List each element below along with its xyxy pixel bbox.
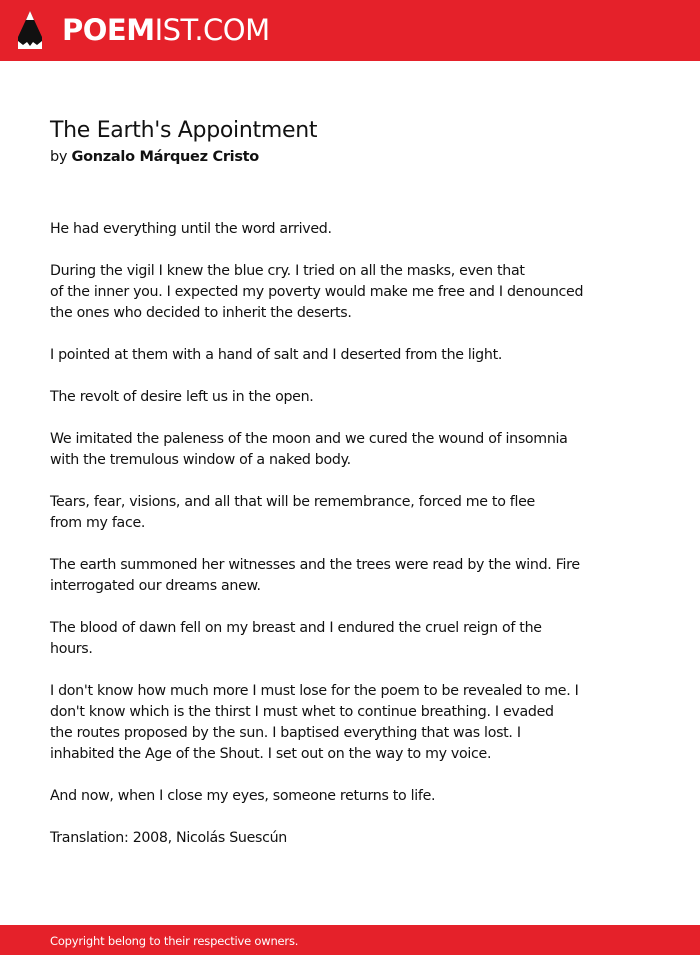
poem-line: Translation: 2008, Nicolás Suescún	[50, 830, 287, 846]
poem-line: the routes proposed by the sun. I baptised everything that was lost. I	[50, 725, 521, 741]
poem-line: During the vigil I knew the blue cry. I tried on all the masks, even that	[50, 263, 525, 279]
stanza	[50, 828, 590, 849]
byline	[50, 146, 317, 168]
logo-light-text: IST.COM	[154, 13, 270, 47]
stanza	[50, 681, 590, 765]
poem-line: The revolt of desire left us in the open.	[50, 389, 314, 405]
site-logo[interactable]	[62, 12, 270, 48]
poem-line: I pointed at them with a hand of salt and I deserted from the light.	[50, 347, 503, 363]
poem-line: I don't know how much more I must lose for the poem to be revealed to me. I	[50, 683, 579, 699]
author-name: Gonzalo Márquez Cristo	[71, 149, 259, 165]
logo-strong-text: POEM	[62, 13, 155, 47]
poem-line: He had everything until the word arrived.	[50, 221, 332, 237]
stanza	[50, 429, 590, 471]
poem-heading	[50, 117, 317, 168]
stanza	[50, 261, 590, 324]
copyright-text: Copyright belong to their respective owners.	[50, 934, 299, 948]
poem-line: Tears, fear, visions, and all that will be remembrance, forced me to flee	[50, 494, 535, 510]
stanza	[50, 618, 590, 660]
poem-line: And now, when I close my eyes, someone returns to life.	[50, 788, 436, 804]
poem-line: We imitated the paleness of the moon and we cured the wound of insomnia	[50, 431, 568, 447]
poem-line: The blood of dawn fell on my breast and I endured the cruel reign of the	[50, 620, 542, 636]
stanza	[50, 786, 590, 807]
pencil-logo-icon	[16, 9, 44, 51]
stanza	[50, 345, 590, 366]
site-header	[0, 0, 700, 61]
stanza	[50, 492, 590, 534]
poem-line: from my face.	[50, 515, 146, 531]
poem-line: don't know which is the thirst I must whet to continue breathing. I evaded	[50, 704, 554, 720]
stanza	[50, 555, 590, 597]
poem-title: The Earth's Appointment	[50, 118, 318, 143]
poem-body	[50, 219, 590, 870]
poem-line: the ones who decided to inherit the deserts.	[50, 305, 352, 321]
poem-line: The earth summoned her witnesses and the trees were read by the wind. Fire	[50, 557, 580, 573]
poem-line: hours.	[50, 641, 93, 657]
poem-line: with the tremulous window of a naked body.	[50, 452, 351, 468]
stanza	[50, 387, 590, 408]
stanza	[50, 219, 590, 240]
poem-line: interrogated our dreams anew.	[50, 578, 261, 594]
site-footer	[0, 925, 700, 955]
by-label: by	[50, 149, 68, 165]
poem-line: of the inner you. I expected my poverty would make me free and I denounced	[50, 284, 584, 300]
poem-line: inhabited the Age of the Shout. I set out on the way to my voice.	[50, 746, 492, 762]
